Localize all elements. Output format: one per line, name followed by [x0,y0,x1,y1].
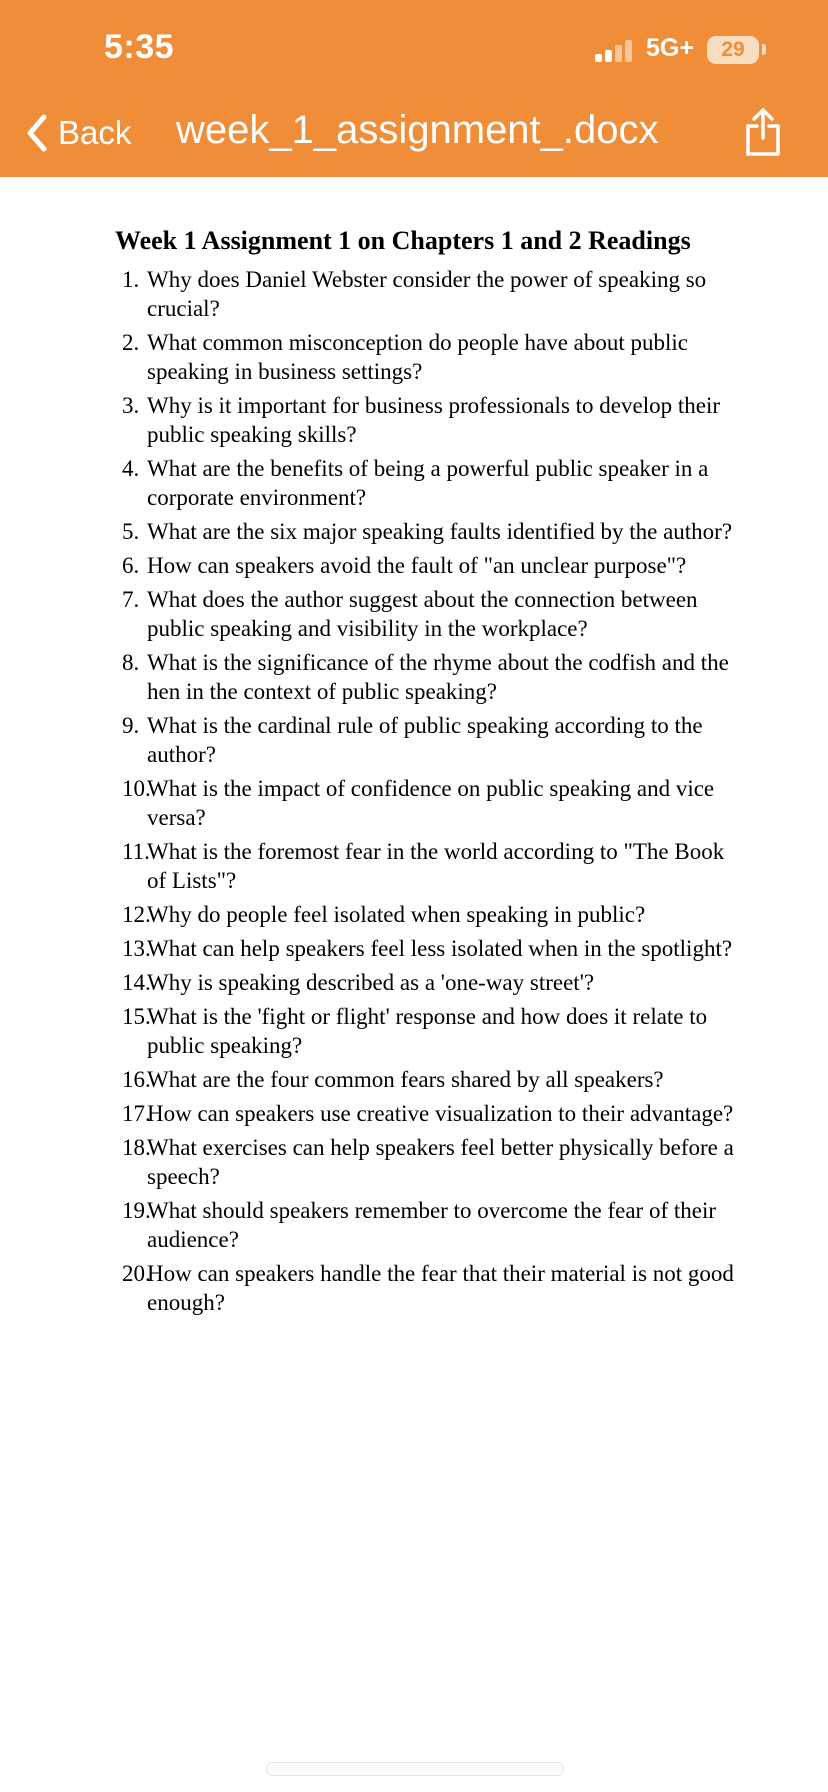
question-text: What are the benefits of being a powerful public speaker in a corporate environment? [147,456,709,510]
question-number: 9. [122,713,140,738]
question-text: What should speakers remember to overcome the fear of their audience? [147,1198,717,1252]
question-number: 5. [122,519,140,544]
network-type: 5G+ [646,34,694,62]
top-bar [0,0,828,177]
document-title: week_1_assignment_.docx [176,108,659,152]
back-button[interactable] [24,108,131,158]
question-number: 4. [122,456,140,481]
question-item [122,1002,742,1060]
question-item [122,517,742,546]
question-item [122,968,742,997]
signal-strength-icon [595,40,639,62]
document-heading: Week 1 Assignment 1 on Chapters 1 and 2 Readings [115,226,691,255]
question-text: What can help speakers feel less isolated when in the spotlight? [147,936,733,961]
question-number: 11. [122,839,150,864]
question-item [122,1196,742,1254]
question-list [122,265,742,1322]
question-number: 10. [122,776,151,801]
battery-icon [707,36,759,64]
question-item [122,585,742,643]
question-number: 1. [122,267,140,292]
question-text: What are the four common fears shared by all speakers? [147,1067,664,1092]
question-text: What is the impact of confidence on public speaking and vice versa? [147,776,715,830]
question-text: What exercises can help speakers feel better physically before a speech? [147,1135,734,1189]
question-item [122,1133,742,1191]
question-number: 19. [122,1198,151,1223]
question-number: 18. [122,1135,151,1160]
question-item [122,934,742,963]
question-item [122,454,742,512]
question-number: 6. [122,553,140,578]
question-text: What common misconception do people have about public speaking in business settings? [147,330,688,384]
question-text: What does the author suggest about the connection between public speaking and visibility in the workplace? [147,587,698,641]
question-text: What is the cardinal rule of public speaking according to the author? [147,713,703,767]
question-number: 14. [122,970,151,995]
question-text: What is the foremost fear in the world according to "The Book of Lists"? [147,839,725,893]
share-icon[interactable] [742,106,784,158]
question-number: 17. [122,1101,151,1126]
back-label: Back [58,114,132,151]
question-item [122,1259,742,1317]
battery-level: 29 [721,38,745,61]
question-number: 7. [122,587,140,612]
question-item [122,774,742,832]
question-item [122,328,742,386]
question-number: 3. [122,393,140,418]
question-number: 2. [122,330,140,355]
question-text: What is the 'fight or flight' response and how does it relate to public speaking? [147,1004,708,1058]
question-text: How can speakers avoid the fault of "an unclear purpose"? [147,553,687,578]
question-text: How can speakers handle the fear that their material is not good enough? [147,1261,734,1315]
question-number: 15. [122,1004,151,1029]
question-text: Why is it important for business professionals to develop their public speaking skills? [147,393,720,447]
question-text: What are the six major speaking faults identified by the author? [147,519,733,544]
status-time: 5:35 [104,28,175,66]
question-item [122,1099,742,1128]
question-number: 13. [122,936,151,961]
question-item [122,648,742,706]
question-item [122,711,742,769]
question-text: How can speakers use creative visualization to their advantage? [147,1101,734,1126]
home-indicator[interactable] [266,1762,564,1776]
question-number: 16. [122,1067,151,1092]
chevron-left-icon [24,113,50,153]
question-item [122,551,742,580]
question-item [122,391,742,449]
question-item [122,1065,742,1094]
battery-cap [762,44,766,55]
document-page[interactable] [0,177,828,1792]
question-number: 20. [122,1261,151,1286]
question-number: 12. [122,902,151,927]
question-text: Why do people feel isolated when speaking in public? [147,902,646,927]
question-item [122,837,742,895]
question-item [122,900,742,929]
question-item [122,265,742,323]
question-text: Why does Daniel Webster consider the power of speaking so crucial? [147,267,707,321]
question-text: What is the significance of the rhyme about the codfish and the hen in the context of public speaking? [147,650,729,704]
question-number: 8. [122,650,140,675]
question-text: Why is speaking described as a 'one-way street'? [147,970,595,995]
